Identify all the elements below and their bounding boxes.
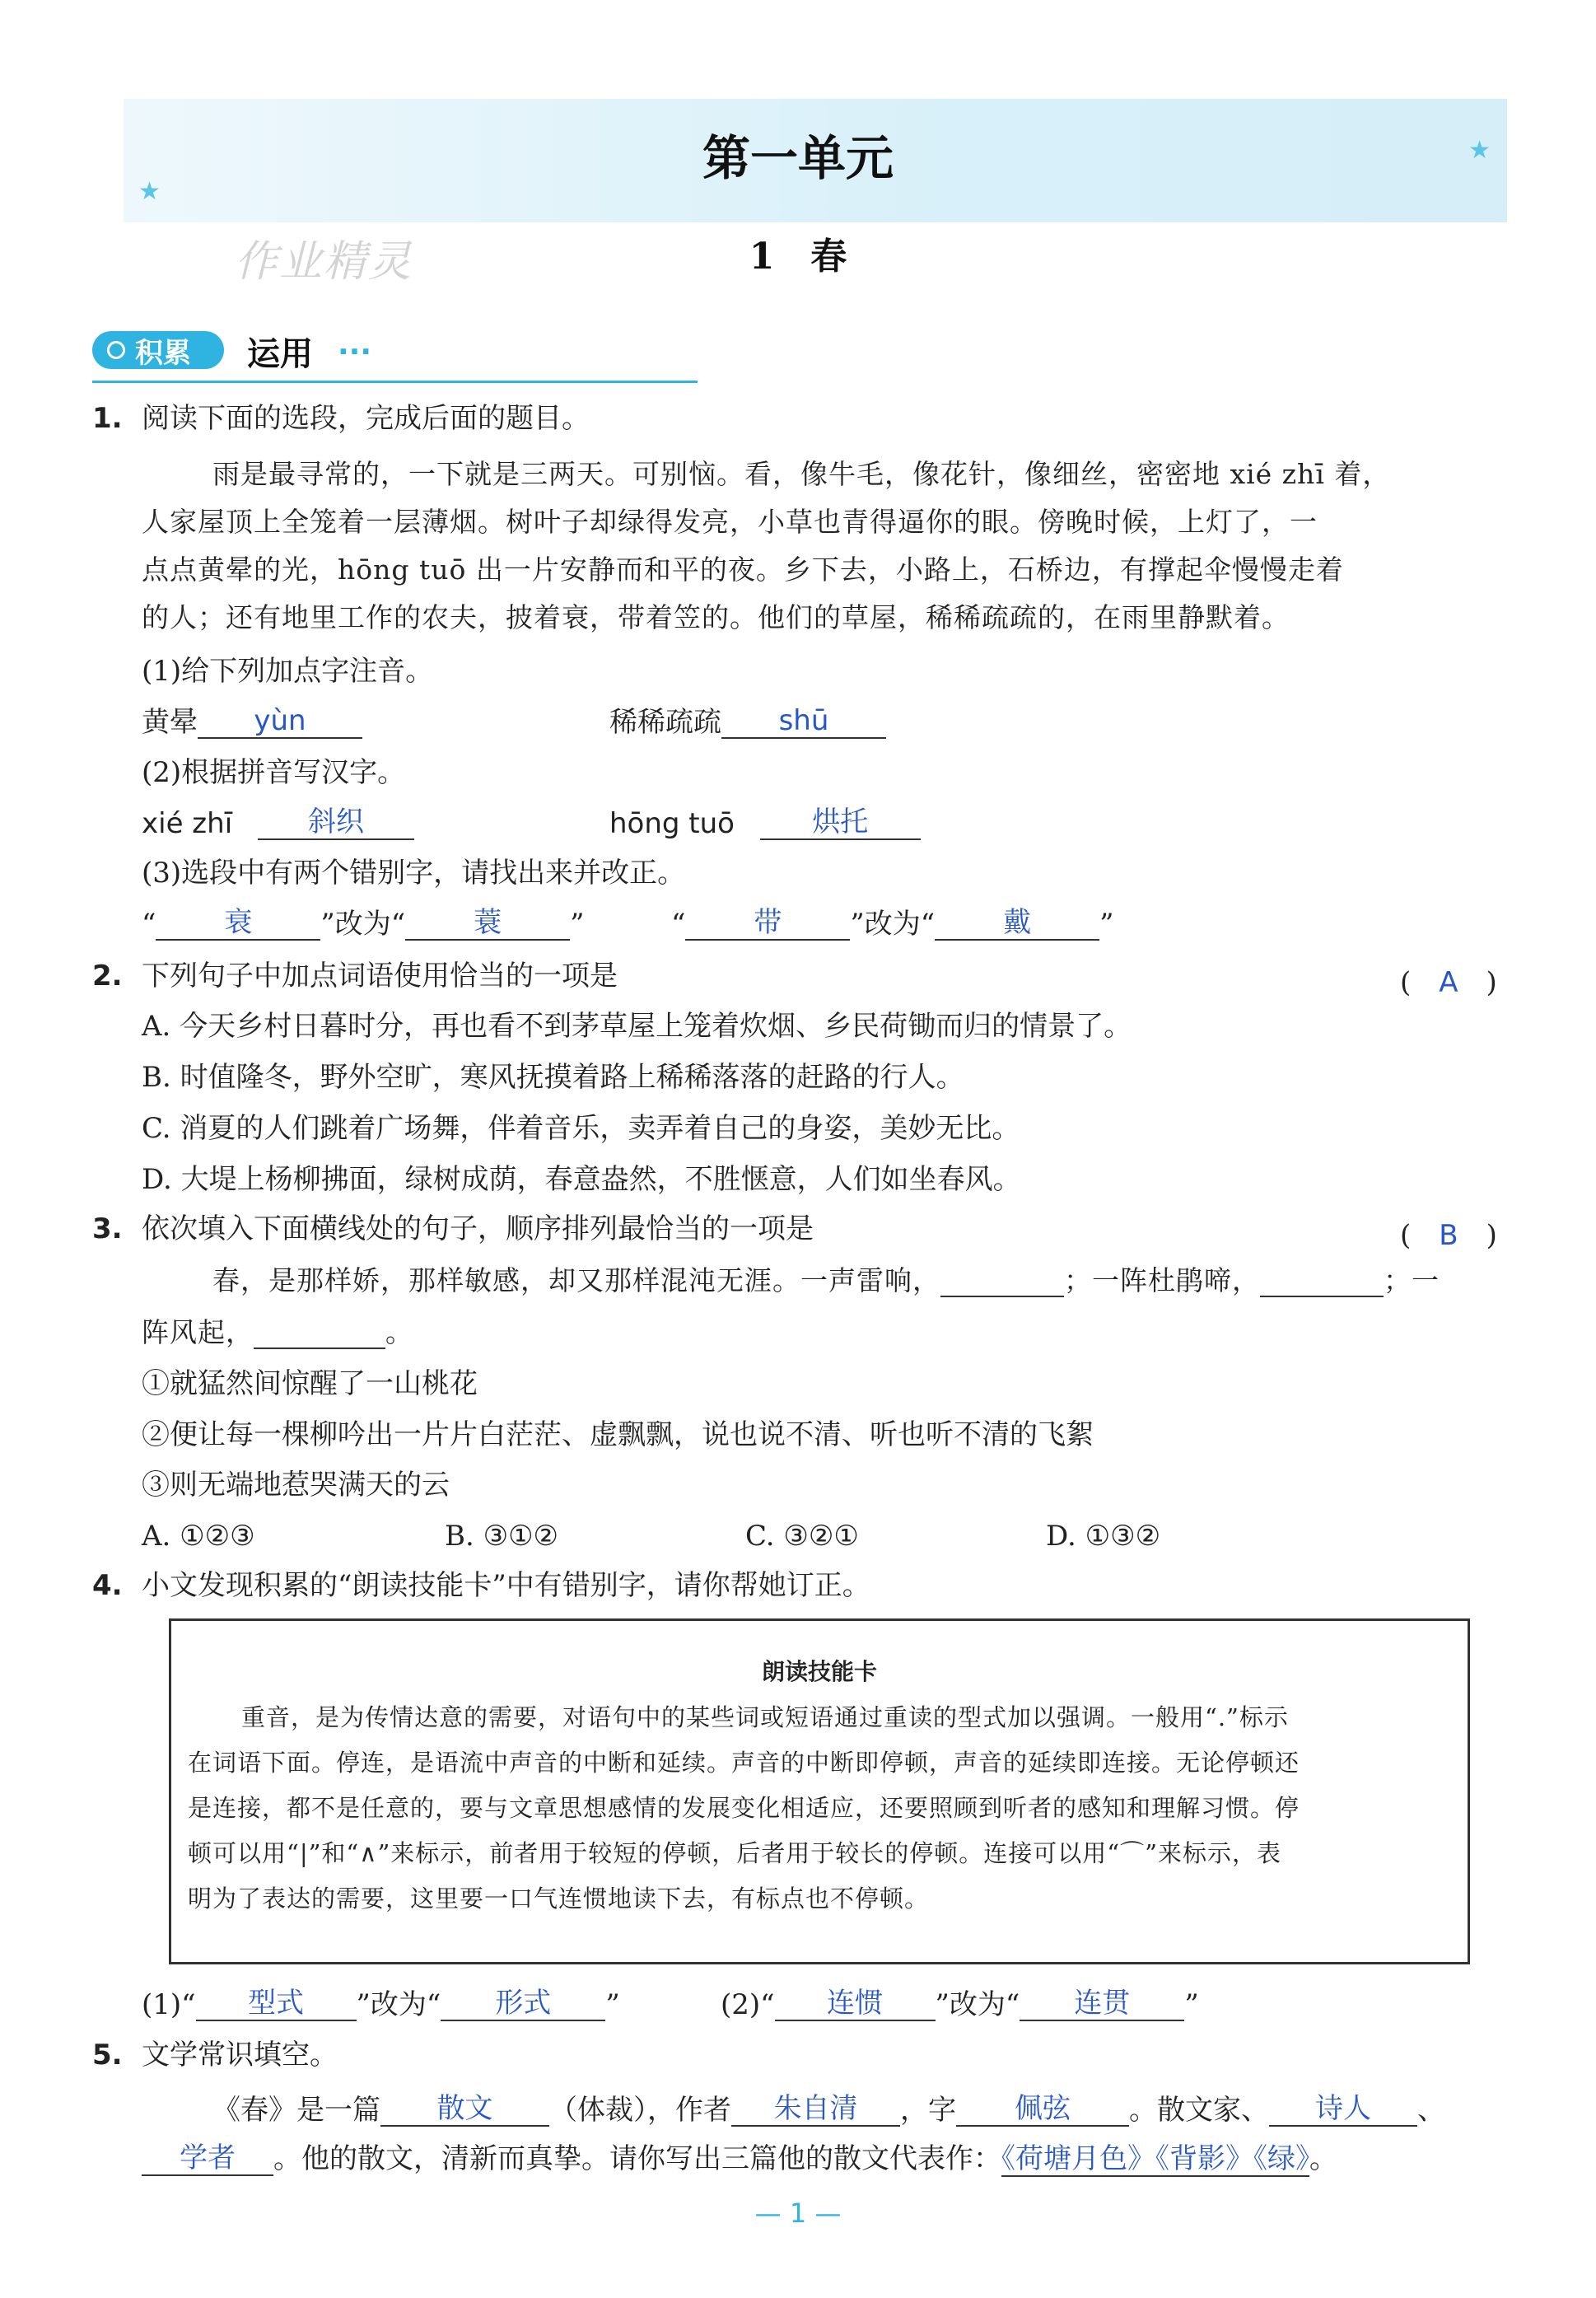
gai-wei-label: ”改为“ <box>850 908 936 941</box>
answer-blank[interactable]: 型式 <box>196 1987 357 2021</box>
section-title: 运用 <box>247 335 313 373</box>
word-label: 稀稀疏疏 <box>609 706 721 739</box>
passage-line <box>142 1316 413 1349</box>
answer-blank[interactable]: 斜织 <box>258 806 414 840</box>
pinyin-label: hōng tuō <box>609 807 735 840</box>
fill-blank[interactable] <box>940 1296 1064 1297</box>
star-icon: ★ <box>1468 136 1491 165</box>
question-prompt: 阅读下面的选段，完成后面的题目。 <box>142 402 590 435</box>
sub-question: (2)根据拼音写汉字。 <box>142 756 406 789</box>
correction-row: (1)“ 型式 ”改为“ 形式 ” <box>142 1987 620 2021</box>
choice-c: C. ③②① <box>745 1520 859 1553</box>
question-prompt: 下列句子中加点词语使用恰当的一项是 <box>142 960 618 993</box>
item-label: (1)“ <box>142 1988 196 2021</box>
passage-text: ；一阵杜鹃啼， <box>1064 1264 1260 1296</box>
watermark-logo: 作业精灵 <box>235 237 413 287</box>
answer-blank[interactable]: 诗人 <box>1269 2092 1417 2127</box>
question-number: 5. <box>92 2039 123 2071</box>
section-badge <box>92 331 224 369</box>
card-title: 朗读技能卡 <box>761 1658 877 1685</box>
passage-line <box>212 1264 1440 1297</box>
answer-row <box>142 704 362 739</box>
text: 。他的散文，清新而真挚。请你写出三篇他的散文代表作： <box>273 2142 1001 2175</box>
option-line: ②便让每一棵柳吟出一片片白茫茫、虚飘飘，说也说不清、听也听不清的飞絮 <box>142 1418 1094 1451</box>
option-line: D. 大堤上杨柳拂面，绿树成荫，春意盎然，不胜惬意，人们如坐春风。 <box>142 1163 1021 1196</box>
sub-question: (3)选段中有两个错别字，请找出来并改正。 <box>142 857 686 890</box>
question-prompt: 文学常识填空。 <box>142 2039 338 2071</box>
question-number: 1. <box>92 402 123 435</box>
gai-wei-label: ”改为“ <box>356 1988 441 2021</box>
card-line: 顿可以用“|”和“∧”来标示，前者用于较短的停顿，后者用于较长的停顿。连接可以用“⌒”来标示，表 <box>188 1839 1281 1867</box>
question-number: 3. <box>92 1212 123 1245</box>
answer-blank[interactable]: 戴 <box>935 906 1099 941</box>
fill-row <box>142 2142 1337 2176</box>
card-line: 明为了表达的需要，这里要一口气连惯地读下去，有标点也不停顿。 <box>188 1885 930 1913</box>
correction-row: (2)“ 连惯 ”改为“ 连贯 ” <box>721 1987 1199 2021</box>
question-number: 4. <box>92 1569 123 1602</box>
answer-blank[interactable]: 佩弦 <box>956 2092 1129 2127</box>
page-number: — 1 — <box>754 2198 842 2229</box>
item-label: (2)“ <box>721 1988 775 2021</box>
card-line: 是连接，都不是任意的，要与文章思想感情的发展变化相适应，还要照顾到听者的感知和理解习惯。停 <box>188 1794 1300 1822</box>
answer-blank[interactable]: 衰 <box>156 906 320 941</box>
pinyin-label: xié zhī <box>142 807 233 840</box>
passage-text: 阵风起， <box>142 1316 254 1348</box>
option-line: ③则无端地惹哭满天的云 <box>142 1469 450 1502</box>
answer-choice[interactable]: A <box>1439 966 1458 999</box>
skill-card <box>169 1618 1470 1964</box>
answer-blank[interactable]: 蓑 <box>405 906 570 941</box>
correction-row: “ 衰 ”改为“ 蓑 ” <box>142 906 585 941</box>
text: ，字 <box>900 2094 956 2127</box>
answer-blank[interactable]: 形式 <box>441 1987 605 2021</box>
star-icon: ★ <box>138 177 161 206</box>
text: 。散文家、 <box>1129 2094 1269 2127</box>
answer-blank[interactable]: 带 <box>685 906 850 941</box>
answer-row <box>609 704 886 739</box>
passage-line: 点点黄晕的光，hōng tuō 出一片安静而和平的夜。乡下去，小路上，石桥边，有撑起伞慢慢走着 <box>142 553 1344 586</box>
fill-blank[interactable] <box>254 1348 385 1349</box>
gai-wei-label: ”改为“ <box>935 1988 1020 2021</box>
answer-blank[interactable]: yùn <box>198 704 362 739</box>
question-number: 2. <box>92 960 123 993</box>
option-line: ①就猛然间惊醒了一山桃花 <box>142 1367 478 1400</box>
answer-blank[interactable]: 烘托 <box>760 806 921 840</box>
answer-works[interactable]: 《荷塘月色》《背影》《绿》 <box>1001 2142 1309 2175</box>
fill-row <box>212 2092 1445 2127</box>
word-label: 黄晕 <box>142 706 198 739</box>
text: 。 <box>1309 2142 1337 2175</box>
answer-bracket: ( B ) <box>1400 1219 1497 1252</box>
answer-row <box>609 806 921 840</box>
question-prompt: 小文发现积累的“朗读技能卡”中有错别字，请你帮她订正。 <box>142 1569 870 1602</box>
choice-d: D. ①③② <box>1046 1520 1161 1553</box>
passage-text: 。 <box>385 1316 413 1348</box>
choice-b: B. ③①② <box>445 1520 559 1553</box>
answer-choice[interactable]: B <box>1439 1219 1458 1252</box>
answer-blank[interactable]: 朱自清 <box>731 2092 900 2127</box>
fill-blank[interactable] <box>1260 1296 1384 1297</box>
passage-text: 春，是那样娇，那样敏感，却又那样混沌无涯。一声雷响， <box>212 1264 940 1296</box>
answer-blank[interactable]: shū <box>721 704 886 739</box>
unit-title: 第一单元 <box>702 130 894 186</box>
answer-blank[interactable]: 连贯 <box>1020 1987 1184 2021</box>
text: 、 <box>1417 2094 1445 2127</box>
question-prompt: 依次填入下面横线处的句子，顺序排列最恰当的一项是 <box>142 1212 814 1245</box>
card-line: 重音，是为传情达意的需要，对语句中的某些词或短语通过重读的型式加以强调。一般用“.”标示 <box>241 1703 1289 1731</box>
text: （体裁），作者 <box>549 2094 731 2127</box>
card-line: 在词语下面。停连，是语流中声音的中断和延续。声音的中断即停顿，声音的延续即连接。无论停顿还 <box>188 1749 1300 1777</box>
option-line: A. 今天乡村日暮时分，再也看不到茅草屋上笼着炊烟、乡民荷锄而归的情景了。 <box>142 1010 1132 1043</box>
lesson-title: 1 春 <box>749 236 847 278</box>
answer-blank[interactable]: 连惯 <box>775 1987 936 2021</box>
circle-icon <box>107 341 125 359</box>
option-line: C. 消夏的人们跳着广场舞，伴着音乐，卖弄着自己的身姿，美妙无比。 <box>142 1112 1020 1145</box>
answer-blank[interactable]: 散文 <box>380 2092 549 2127</box>
passage-line: 雨是最寻常的，一下就是三两天。可别恼。看，像牛毛，像花针，像细丝，密密地 xié zhī 着， <box>212 458 1391 490</box>
gai-wei-label: ”改为“ <box>320 908 406 941</box>
passage-text: ；一 <box>1384 1264 1440 1296</box>
passage-line: 人家屋顶上全笼着一层薄烟。树叶子却绿得发亮，小草也青得逼你的眼。傍晚时候，上灯了，一 <box>142 506 1318 538</box>
text: 《春》是一篇 <box>212 2094 380 2127</box>
section-badge-label: 积累 <box>135 336 191 370</box>
passage-line: 的人；还有地里工作的农夫，披着衰，带着笠的。他们的草屋，稀稀疏疏的，在雨里静默着。 <box>142 601 1290 633</box>
option-line: B. 时值隆冬，野外空旷，寒风抚摸着路上稀稀落落的赶路的行人。 <box>142 1061 964 1094</box>
choice-a: A. ①②③ <box>142 1520 255 1553</box>
answer-row <box>142 806 414 840</box>
answer-bracket: ( A ) <box>1400 966 1497 999</box>
section-dots: ... <box>338 328 372 362</box>
answer-blank[interactable]: 学者 <box>142 2142 273 2176</box>
correction-row: “ 带 ”改为“ 戴 ” <box>671 906 1114 941</box>
sub-question: (1)给下列加点字注音。 <box>142 655 434 688</box>
section-divider <box>92 381 698 383</box>
